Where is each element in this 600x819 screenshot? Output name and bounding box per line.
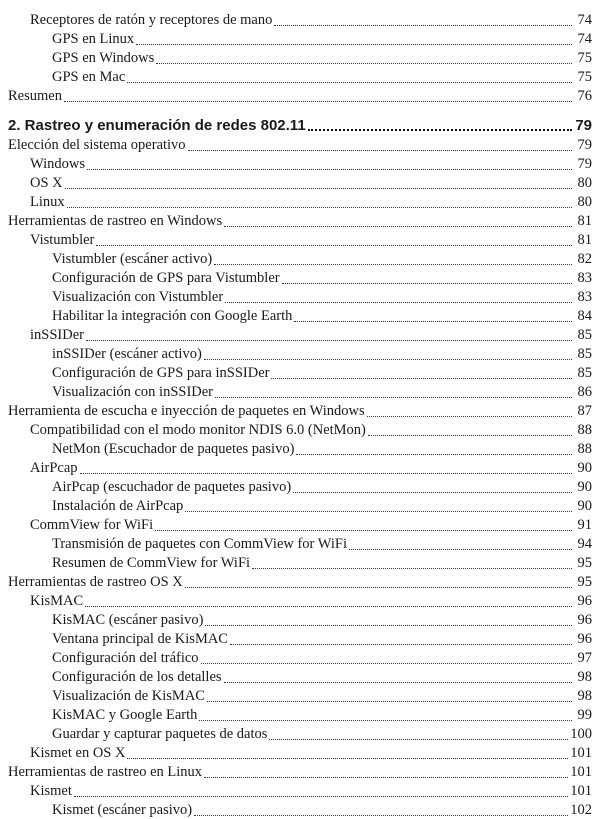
- dot-leader: [367, 415, 572, 417]
- dot-leader: [215, 396, 572, 398]
- dot-leader: [224, 681, 572, 683]
- dot-leader: [205, 624, 572, 626]
- toc-entry-page: 97: [577, 650, 592, 666]
- toc-entry-label: Herramientas de rastreo OS X: [8, 574, 183, 590]
- dot-leader: [349, 548, 572, 550]
- dot-leader: [204, 776, 568, 778]
- toc-entry[interactable]: [0, 515, 600, 534]
- toc-entry-label: KisMAC: [30, 593, 84, 609]
- toc-entry-page: 84: [577, 308, 592, 324]
- chapter-heading[interactable]: [0, 115, 600, 134]
- toc-entry-page: 87: [577, 403, 592, 419]
- toc-entry-label: Habilitar la integración con Google Earth: [52, 308, 293, 324]
- toc-entry[interactable]: [0, 306, 600, 325]
- toc-entry[interactable]: [0, 420, 600, 439]
- toc-entry-label: 2. Rastreo y enumeración de redes 802.11: [8, 117, 306, 134]
- toc-entry-label: Kismet: [30, 783, 72, 799]
- toc-entry-label: GPS en Windows: [52, 50, 155, 66]
- dot-leader: [368, 434, 572, 436]
- toc-entry[interactable]: [0, 762, 600, 781]
- toc-entry-label: Configuración de GPS para inSSIDer: [52, 365, 270, 381]
- toc-entry-label: Compatibilidad con el modo monitor NDIS 6.0 (NetMon): [30, 422, 366, 438]
- dot-leader: [271, 377, 572, 379]
- dot-leader: [188, 149, 572, 151]
- toc-entry-label: CommView for WiFi: [30, 517, 154, 533]
- toc-entry-page: 74: [577, 31, 592, 47]
- toc-entry-label: Resumen: [8, 88, 62, 104]
- dot-leader: [199, 719, 572, 721]
- toc-entry-label: GPS en Mac: [52, 69, 126, 85]
- toc-entry-page: 95: [577, 555, 592, 571]
- toc-entry-page: 102: [570, 802, 592, 818]
- toc-entry-page: 96: [577, 631, 592, 647]
- toc-entry-page: 79: [577, 137, 592, 153]
- toc-entry[interactable]: [0, 135, 600, 154]
- toc-entry-label: Configuración de los detalles: [52, 669, 222, 685]
- dot-leader: [85, 605, 572, 607]
- toc-entry-page: 83: [577, 289, 592, 305]
- dot-leader: [136, 43, 572, 45]
- dot-leader: [74, 795, 568, 797]
- toc-entry[interactable]: [0, 10, 600, 29]
- toc-entry[interactable]: [0, 534, 600, 553]
- toc-entry-label: Visualización con inSSIDer: [52, 384, 214, 400]
- toc-entry-label: Visualización de KisMAC: [52, 688, 205, 704]
- toc-entry-page: 94: [577, 536, 592, 552]
- toc-entry-label: Herramienta de escucha e inyección de paquetes en Windows: [8, 403, 365, 419]
- toc-entry-page: 79: [577, 156, 592, 172]
- toc-entry[interactable]: [0, 287, 600, 306]
- toc-entry-label: GPS en Linux: [52, 31, 135, 47]
- toc-entry[interactable]: [0, 477, 600, 496]
- toc-entry-label: Transmisión de paquetes con CommView for WiFi: [52, 536, 347, 552]
- dot-leader: [194, 814, 568, 816]
- toc-entry-page: 98: [577, 669, 592, 685]
- toc-entry-page: 101: [570, 783, 592, 799]
- toc-entry[interactable]: [0, 724, 600, 743]
- toc-entry-label: inSSIDer: [30, 327, 84, 343]
- toc-entry-page: 96: [577, 593, 592, 609]
- toc-entry-label: inSSIDer (escáner activo): [52, 346, 202, 362]
- toc-entry[interactable]: [0, 86, 600, 105]
- dot-leader: [64, 100, 572, 102]
- toc-entry-label: Vistumbler (escáner activo): [52, 251, 213, 267]
- dot-leader: [156, 62, 572, 64]
- toc-entry-label: AirPcap: [30, 460, 78, 476]
- toc-entry[interactable]: [0, 363, 600, 382]
- toc-entry-label: Kismet en OS X: [30, 745, 126, 761]
- toc-entry-label: AirPcap (escuchador de paquetes pasivo): [52, 479, 292, 495]
- toc-entry-page: 86: [577, 384, 592, 400]
- toc-entry-page: 76: [577, 88, 592, 104]
- toc-entry-page: 90: [577, 498, 592, 514]
- dot-leader: [225, 301, 572, 303]
- toc-entry-label: NetMon (Escuchador de paquetes pasivo): [52, 441, 295, 457]
- toc-entry-page: 80: [577, 175, 592, 191]
- toc-entry[interactable]: [0, 325, 600, 344]
- toc-entry-label: Guardar y capturar paquetes de datos: [52, 726, 268, 742]
- toc-entry[interactable]: [0, 439, 600, 458]
- toc-entry[interactable]: [0, 268, 600, 287]
- toc-entry-page: 80: [577, 194, 592, 210]
- toc-entry[interactable]: [0, 154, 600, 173]
- toc-entry-label: Ventana principal de KisMAC: [52, 631, 228, 647]
- toc-entry-label: Instalación de AirPcap: [52, 498, 184, 514]
- dot-leader: [308, 128, 572, 131]
- toc-entry[interactable]: [0, 344, 600, 363]
- toc-entry-page: 95: [577, 574, 592, 590]
- toc-entry-page: 88: [577, 422, 592, 438]
- toc-entry[interactable]: [0, 173, 600, 192]
- toc-entry[interactable]: [0, 667, 600, 686]
- dot-leader: [252, 567, 572, 569]
- dot-leader: [230, 643, 572, 645]
- toc-entry-page: 74: [577, 12, 592, 28]
- toc-entry[interactable]: [0, 800, 600, 819]
- toc-entry-page: 91: [577, 517, 592, 533]
- dot-leader: [185, 586, 572, 588]
- toc-entry-page: 100: [570, 726, 592, 742]
- dot-leader: [204, 358, 572, 360]
- toc-entry-page: 75: [577, 69, 592, 85]
- toc-entry-page: 79: [575, 117, 592, 134]
- toc-entry-label: Configuración del tráfico: [52, 650, 199, 666]
- dot-leader: [65, 187, 572, 189]
- toc-entry-label: Kismet (escáner pasivo): [52, 802, 193, 818]
- dot-leader: [269, 738, 568, 740]
- toc-entry[interactable]: [0, 249, 600, 268]
- toc-entry[interactable]: [0, 67, 600, 86]
- toc-entry[interactable]: [0, 572, 600, 591]
- dot-leader: [207, 700, 572, 702]
- toc-entry-label: Windows: [30, 156, 85, 172]
- toc-entry[interactable]: [0, 686, 600, 705]
- toc-entry-label: Resumen de CommView for WiFi: [52, 555, 251, 571]
- dot-leader: [96, 244, 572, 246]
- dot-leader: [127, 757, 568, 759]
- toc-entry[interactable]: [0, 458, 600, 477]
- toc-entry-page: 75: [577, 50, 592, 66]
- toc-entry[interactable]: [0, 48, 600, 67]
- toc-entry-page: 82: [577, 251, 592, 267]
- dot-leader: [185, 510, 572, 512]
- dot-leader: [155, 529, 572, 531]
- toc-entry-page: 81: [577, 213, 592, 229]
- toc-entry-page: 90: [577, 479, 592, 495]
- toc-entry[interactable]: [0, 610, 600, 629]
- toc-entry-label: Visualización con Vistumbler: [52, 289, 224, 305]
- dot-leader: [224, 225, 572, 227]
- toc-entry[interactable]: [0, 382, 600, 401]
- dot-leader: [80, 472, 572, 474]
- toc-entry-page: 88: [577, 441, 592, 457]
- toc-entry[interactable]: [0, 705, 600, 724]
- toc-entry-label: Elección del sistema operativo: [8, 137, 186, 153]
- toc-entry[interactable]: [0, 29, 600, 48]
- dot-leader: [87, 168, 572, 170]
- dot-leader: [67, 206, 572, 208]
- toc-entry[interactable]: [0, 648, 600, 667]
- dot-leader: [86, 339, 572, 341]
- toc-entry[interactable]: [0, 192, 600, 211]
- toc-entry-page: 81: [577, 232, 592, 248]
- toc-entry[interactable]: [0, 591, 600, 610]
- dot-leader: [201, 662, 572, 664]
- dot-leader: [214, 263, 572, 265]
- dot-leader: [274, 24, 572, 26]
- toc-entry[interactable]: [0, 230, 600, 249]
- toc-entry-label: Linux: [30, 194, 65, 210]
- toc-entry-page: 96: [577, 612, 592, 628]
- toc-entry-page: 99: [577, 707, 592, 723]
- dot-leader: [296, 453, 572, 455]
- toc-entry-page: 85: [577, 327, 592, 343]
- toc-entry-page: 98: [577, 688, 592, 704]
- toc-entry[interactable]: [0, 743, 600, 762]
- toc-entry[interactable]: [0, 401, 600, 420]
- toc-entry-label: KisMAC (escáner pasivo): [52, 612, 204, 628]
- toc-entry-label: KisMAC y Google Earth: [52, 707, 198, 723]
- toc-entry[interactable]: [0, 553, 600, 572]
- toc-entry[interactable]: [0, 496, 600, 515]
- toc-entry-label: OS X: [30, 175, 63, 191]
- toc-entry-page: 90: [577, 460, 592, 476]
- toc-entry-page: 85: [577, 365, 592, 381]
- toc-entry-page: 101: [570, 745, 592, 761]
- dot-leader: [294, 320, 572, 322]
- toc-entry-label: Herramientas de rastreo en Linux: [8, 764, 203, 780]
- toc-entry-label: Vistumbler: [30, 232, 95, 248]
- toc-entry[interactable]: [0, 781, 600, 800]
- dot-leader: [127, 81, 572, 83]
- dot-leader: [282, 282, 572, 284]
- toc-entry-page: 85: [577, 346, 592, 362]
- toc-entry-label: Configuración de GPS para Vistumbler: [52, 270, 280, 286]
- toc-entry-label: Herramientas de rastreo en Windows: [8, 213, 223, 229]
- toc-entry-page: 83: [577, 270, 592, 286]
- toc-entry[interactable]: [0, 211, 600, 230]
- toc-entry-page: 101: [570, 764, 592, 780]
- toc-entry-label: Receptores de ratón y receptores de mano: [30, 12, 273, 28]
- dot-leader: [293, 491, 572, 493]
- toc-entry[interactable]: [0, 629, 600, 648]
